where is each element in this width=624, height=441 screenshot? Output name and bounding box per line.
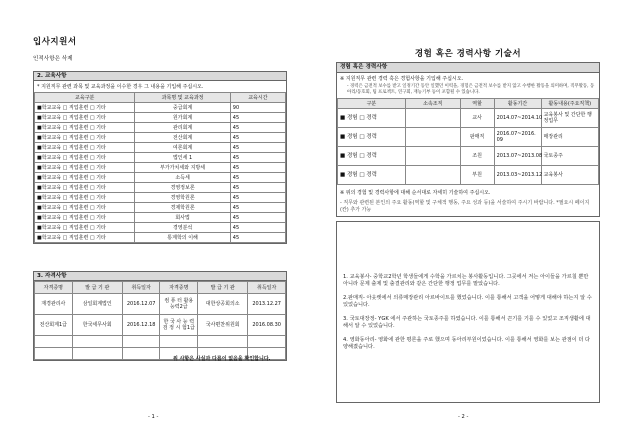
education-type: ■학교교육 □ 직업훈련 □ 기타: [35, 163, 135, 173]
education-type: ■학교교육 □ 직업훈련 □ 기타: [35, 183, 135, 193]
table-row: [338, 147, 599, 166]
table-row: [338, 109, 599, 128]
experience-section-header: 경험 혹은 경력사항: [337, 63, 599, 73]
page-title: 경험 혹은 경력사항 기술서: [414, 49, 522, 59]
column-header: 취득일자: [248, 282, 286, 294]
activity-content: 교육봉사: [541, 166, 598, 185]
table-row: [338, 128, 599, 147]
table-row: [35, 315, 286, 336]
course-hours: 90: [230, 103, 285, 113]
experience-paragraph: 1. 교육봉사- 중학교2학년 학생들에게 수학을 가르치는 봉사활동입니다. 그곳에서 저는 아이들을 가르칠 뿐만 아니라 문제 출제 및 출결관리와 같은 간단한 행정 업무를 맡았습니다.: [343, 274, 589, 288]
education-type: ■학교교육 □ 직업훈련 □ 기타: [35, 233, 135, 243]
course-hours: 45: [230, 233, 285, 243]
education-type: ■학교교육 □ 직업훈련 □ 기타: [35, 173, 135, 183]
table-row: [338, 166, 599, 185]
table-row: [35, 193, 286, 203]
table-row: [35, 123, 286, 133]
column-header: 역할: [460, 99, 494, 109]
experience-paragraph: 4. 영화동아리- 영화에 관한 평론을 주로 했으며 동아리부원이었습니다. 이를 통해서 영화를 보는 관점이 더 다양해졌습니다.: [343, 337, 591, 351]
column-header: 교육시간: [230, 93, 285, 103]
course-hours: 45: [230, 133, 285, 143]
page-number: - 1 -: [148, 414, 159, 420]
role: 조원: [460, 147, 494, 166]
table-row: [35, 223, 286, 233]
course-name: 경제학원론: [135, 203, 230, 213]
column-header: 활동기간: [494, 99, 541, 109]
experience-subnote: - 경력은 금전적 보수를 받고 일정기간 동안 일했던 이력을, 경험은 금전적 보수를 받지 않고 수행한 활동을 의미하며, 직무활동, 동아리/동호회, 팀 프로젝트, 연구회, 재능기부 등이 포함될 수 있습니다.: [347, 84, 595, 95]
experience-note-2: ※ 위의 경험 및 경력사항에 대해 순서대로 자세히 기술하여 주십시오.: [340, 190, 491, 197]
experience-type: ■ 경험 □ 경력: [338, 147, 406, 166]
column-header: 취득일자: [122, 282, 160, 294]
cert-date: 2016.12.07: [122, 294, 160, 315]
activity-period: 2013.07~2013.08: [494, 147, 541, 166]
cert-name: [160, 336, 198, 348]
cert-issuer: [72, 348, 122, 360]
cert-issuer: 한국세무사회: [72, 315, 122, 336]
course-name: 부가가치세와 지방세: [135, 163, 230, 173]
education-type: ■학교교육 □ 직업훈련 □ 기타: [35, 143, 135, 153]
course-hours: 45: [230, 153, 285, 163]
activity-content: 국토종주: [541, 147, 598, 166]
page-title: 입사지원서: [33, 37, 77, 47]
page-2: [312, 0, 624, 441]
course-hours: 45: [230, 203, 285, 213]
activity-content: 매장관리: [541, 128, 598, 147]
course-name: 여론회계: [135, 143, 230, 153]
cert-date: [122, 336, 160, 348]
table-row: [35, 183, 286, 193]
confirmation-note: 위 사항은 사실과 다름이 없음을 확인합니다.: [173, 356, 271, 362]
course-name: 통계학의 이해: [135, 233, 230, 243]
table-row: [35, 173, 286, 183]
experience-section: [336, 62, 600, 217]
education-type: ■학교교육 □ 직업훈련 □ 기타: [35, 103, 135, 113]
experience-note: ※ 지원직무 관련 경력 혹은 경험사항을 기입해 주십시오.: [340, 76, 464, 82]
role: 교사: [460, 109, 494, 128]
table-row: [35, 143, 286, 153]
cert-issuer: 삼일회계법인: [72, 294, 122, 315]
education-type: ■학교교육 □ 직업훈련 □ 기타: [35, 193, 135, 203]
experience-type: ■ 경험 □ 경력: [338, 128, 406, 147]
organization: [405, 166, 460, 185]
cert-date: [122, 348, 160, 360]
education-type: ■학교교육 □ 직업훈련 □ 기타: [35, 123, 135, 133]
activity-period: 2014.07~2014.10: [494, 109, 541, 128]
course-name: 중급회계: [135, 103, 230, 113]
experience-type: ■ 경험 □ 경력: [338, 166, 406, 185]
column-header: 자격증명: [35, 282, 73, 294]
cert-name: 전산회계1급: [35, 315, 73, 336]
experience-description-box: [336, 221, 600, 403]
course-name: 소득세: [135, 173, 230, 183]
course-hours: 45: [230, 163, 285, 173]
course-hours: 45: [230, 223, 285, 233]
table-row: [35, 163, 286, 173]
certification-table: [34, 281, 286, 360]
course-name: 관리회계: [135, 123, 230, 133]
activity-content: 교육봉사 및 간단한 행정업무: [541, 109, 598, 128]
column-header: 구분: [338, 99, 406, 109]
education-type: ■학교교육 □ 직업훈련 □ 기타: [35, 223, 135, 233]
column-header: 자격증명: [160, 282, 198, 294]
course-hours: 45: [230, 193, 285, 203]
experience-paragraph: 3. 국토대장정- YGK 에서 주관하는 국토종주를 하였습니다. 이를 통해서 끈기를 기를 수 있었고 조직생활에 대해서 알 수 있었습니다.: [343, 316, 591, 330]
column-header: 활동내용(주요직책): [541, 99, 598, 109]
education-type: ■학교교육 □ 직업훈련 □ 기타: [35, 153, 135, 163]
course-name: 경영학원론: [135, 193, 230, 203]
experience-note-2-sub: - 직무와 관련된 본인의 주요 활동(역할 및 구체적 행동, 주요 성과 등)을 서술하여 주시기 바랍니다. *필요시 페이지(칸) 추가 가능: [340, 200, 590, 214]
cert-issuer: 국사편찬위원회: [198, 315, 248, 336]
activity-period: 2013.03~2013.12: [494, 166, 541, 185]
course-hours: 45: [230, 143, 285, 153]
cert-name: [35, 348, 73, 360]
education-type: ■학교교육 □ 직업훈련 □ 기타: [35, 203, 135, 213]
organization: [405, 109, 460, 128]
education-type: ■학교교육 □ 직업훈련 □ 기타: [35, 113, 135, 123]
page-number: - 2 -: [458, 414, 469, 420]
course-hours: 45: [230, 113, 285, 123]
column-header: 교육구분: [35, 93, 135, 103]
cert-date: 2016.08.30: [248, 315, 286, 336]
education-type: ■학교교육 □ 직업훈련 □ 기타: [35, 213, 135, 223]
cert-name: [35, 336, 73, 348]
course-name: 회사법: [135, 213, 230, 223]
cert-date: 2016.12.18: [122, 315, 160, 336]
course-hours: 45: [230, 213, 285, 223]
column-header: 과목명 및 교육과정: [135, 93, 230, 103]
page-subtitle: 인적사항은 삭제: [33, 56, 73, 62]
course-name: 원가회계: [135, 113, 230, 123]
table-row: [35, 294, 286, 315]
experience-paragraph: 2.판매직- 아웃렛에서 의류매장관리 아르바이트를 했었습니다. 이를 통해서 고객을 어떻게 대해야 하는지 알 수 있었습니다.: [343, 295, 592, 309]
course-name: 법인세 1: [135, 153, 230, 163]
course-hours: 45: [230, 123, 285, 133]
cert-date: 2013.12.27: [248, 294, 286, 315]
table-row: [35, 213, 286, 223]
column-header: 발 급 기 관: [72, 282, 122, 294]
table-row: [35, 103, 286, 113]
table-row: [35, 113, 286, 123]
table-row: [35, 153, 286, 163]
certification-section: [33, 281, 287, 361]
course-hours: 45: [230, 183, 285, 193]
table-row: [35, 133, 286, 143]
role: 부원: [460, 166, 494, 185]
education-section: [33, 81, 287, 244]
activity-period: 2016.07~2016. 09: [494, 128, 541, 147]
cert-date: [248, 336, 286, 348]
cert-issuer: [198, 336, 248, 348]
cert-name: 컴 퓨 터 활용능력2급: [160, 294, 198, 315]
organization: [405, 128, 460, 147]
course-name: 경영분석: [135, 223, 230, 233]
education-note: * 지원직무 관련 과목 및 교육과정을 이수한 경우 그 내용을 기입해 주십시오.: [37, 84, 204, 90]
certification-section-header: 3. 자격사항: [33, 271, 287, 281]
role: 판매직: [460, 128, 494, 147]
experience-type: ■ 경험 □ 경력: [338, 109, 406, 128]
education-section-header: 2. 교육사항: [33, 71, 287, 81]
education-type: ■학교교육 □ 직업훈련 □ 기타: [35, 133, 135, 143]
organization: [405, 147, 460, 166]
course-hours: 45: [230, 173, 285, 183]
course-name: 경영정보론: [135, 183, 230, 193]
cert-name: 재경관리사: [35, 294, 73, 315]
education-table: [34, 92, 286, 243]
table-row: [35, 203, 286, 213]
column-header: 소속조직: [405, 99, 460, 109]
course-name: 전산회계: [135, 133, 230, 143]
cert-issuer: [72, 336, 122, 348]
experience-table: [337, 98, 599, 185]
column-header: 발 급 기 관: [198, 282, 248, 294]
table-row: [35, 336, 286, 348]
cert-name: 한 국 사 능 력 검 정 시 험1급: [160, 315, 198, 336]
cert-issuer: 대한상공회의소: [198, 294, 248, 315]
table-row: [35, 233, 286, 243]
